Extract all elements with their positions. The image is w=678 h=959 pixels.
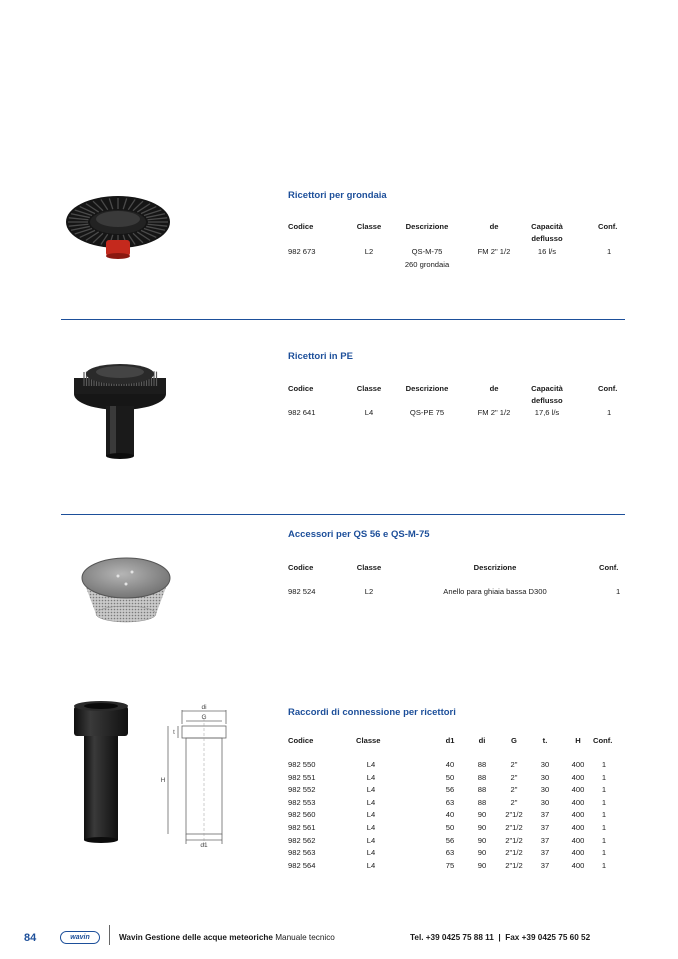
- label-di: di: [201, 704, 207, 711]
- cell-t: 37: [540, 848, 550, 858]
- cell-classe: L4: [366, 835, 376, 845]
- cell-codice: 982 550: [288, 760, 316, 769]
- cell-g: 2"1/2: [505, 860, 523, 870]
- cell-descrizione: QS-PE 75: [409, 408, 445, 417]
- cell-classe: L2: [364, 247, 374, 256]
- cell-di: 88: [477, 797, 487, 807]
- cell-d1: 63: [445, 797, 455, 807]
- cell-g: 2": [510, 785, 518, 795]
- cell-conf: 1: [601, 810, 607, 820]
- cell-di: 88: [477, 760, 487, 769]
- cell-g: 2": [510, 760, 518, 769]
- section-title: Ricettori in PE: [288, 351, 353, 362]
- col-header-g: G: [511, 736, 517, 745]
- connector-technical-drawing: [152, 702, 242, 850]
- cell-h: 400: [571, 848, 585, 858]
- page-footer: [0, 930, 678, 946]
- footer-contact: Tel. +39 0425 75 88 11 | Fax +39 0425 75 60 52: [410, 933, 591, 942]
- col-header-conf: Conf.: [593, 736, 613, 745]
- footer-title-regular: Manuale tecnico: [275, 933, 335, 942]
- cell-conf: 1: [607, 247, 612, 256]
- cell-h: 400: [571, 797, 585, 807]
- cell-d1: 40: [445, 760, 455, 769]
- gravel-ring-image: [74, 548, 178, 628]
- cell-capacita: 17,6 l/s: [534, 408, 560, 417]
- col-header-descrizione: Descrizione: [405, 222, 449, 231]
- cell-di: 90: [477, 823, 487, 832]
- cell-classe: L4: [366, 772, 376, 782]
- cell-conf: 1: [601, 835, 607, 845]
- section-divider: [61, 514, 625, 515]
- cell-classe: L4: [366, 760, 376, 769]
- wavin-logo: wavin: [60, 931, 100, 944]
- cell-conf: 1: [607, 408, 612, 417]
- cell-d1: 50: [445, 823, 455, 832]
- cell-di: 88: [477, 772, 487, 782]
- connector-pipe-image: [70, 700, 134, 844]
- cell-t: 30: [540, 772, 550, 782]
- cell-d1: 75: [445, 860, 455, 870]
- cell-codice: 982 641: [288, 408, 316, 417]
- cell-conf: 1: [601, 772, 607, 782]
- cell-t: 30: [540, 760, 550, 769]
- col-header-codice: Codice: [288, 222, 314, 231]
- col-header-classe: Classe: [356, 384, 382, 393]
- cell-t: 37: [540, 860, 550, 870]
- cell-codice: 982 564: [288, 860, 316, 870]
- cell-conf: 1: [601, 760, 607, 769]
- col-header-descrizione: Descrizione: [405, 384, 449, 393]
- cell-conf: 1: [616, 587, 621, 596]
- cell-classe: L4: [366, 823, 376, 832]
- section-title: Raccordi di connessione per ricettori: [288, 707, 456, 718]
- cell-h: 400: [571, 835, 585, 845]
- cell-conf: 1: [601, 797, 607, 807]
- cell-h: 400: [571, 785, 585, 795]
- cell-g: 2"1/2: [505, 823, 523, 832]
- col-header-codice: Codice: [288, 736, 314, 745]
- col-header-capacita: Capacità deflusso: [531, 222, 563, 243]
- cell-h: 400: [571, 823, 585, 832]
- pe-receptor-image: [70, 336, 170, 462]
- cell-classe: L4: [366, 860, 376, 870]
- cell-classe: L4: [366, 848, 376, 858]
- col-header-classe: Classe: [356, 563, 382, 572]
- col-header-conf: Conf.: [599, 563, 619, 572]
- label-g: G: [201, 714, 207, 721]
- cell-codice: 982 560: [288, 810, 316, 820]
- cell-g: 2": [510, 772, 518, 782]
- col-header-de: de: [489, 384, 499, 393]
- cell-d1: 56: [445, 785, 455, 795]
- footer-title: [119, 933, 335, 942]
- section-title: Ricettori per grondaia: [288, 190, 387, 201]
- col-header-classe: Classe: [356, 222, 382, 231]
- cell-classe: L4: [366, 810, 376, 820]
- cell-conf: 1: [601, 848, 607, 858]
- cell-t: 30: [540, 797, 550, 807]
- cell-codice: 982 561: [288, 823, 316, 832]
- label-t: t: [173, 730, 175, 736]
- cell-classe: L4: [366, 785, 376, 795]
- col-header-h: H: [575, 736, 581, 745]
- cell-de: FM 2" 1/2: [477, 247, 511, 256]
- cell-t: 30: [540, 785, 550, 795]
- cell-g: 2"1/2: [505, 848, 523, 858]
- cell-t: 37: [540, 823, 550, 832]
- cell-codice: 982 524: [288, 587, 316, 596]
- cell-di: 90: [477, 848, 487, 858]
- cell-t: 37: [540, 835, 550, 845]
- col-header-descrizione: Descrizione: [473, 563, 517, 572]
- cell-descrizione: QS-M-75 260 grondaia: [404, 247, 450, 269]
- col-header-di: di: [478, 736, 486, 745]
- col-header-conf: Conf.: [598, 222, 618, 231]
- cell-d1: 56: [445, 835, 455, 845]
- cell-h: 400: [571, 772, 585, 782]
- cell-g: 2"1/2: [505, 835, 523, 845]
- col-header-d1: d1: [445, 736, 455, 745]
- section-title: Accessori per QS 56 e QS-M-75: [288, 529, 430, 540]
- cell-codice: 982 563: [288, 848, 316, 858]
- section-divider: [61, 319, 625, 320]
- cell-h: 400: [571, 760, 585, 769]
- cell-t: 37: [540, 810, 550, 820]
- cell-di: 90: [477, 835, 487, 845]
- cell-di: 90: [477, 810, 487, 820]
- cell-conf: 1: [601, 860, 607, 870]
- cell-di: 90: [477, 860, 487, 870]
- gutter-receptor-image: [62, 186, 174, 268]
- cell-descrizione: Anello para ghiaia bassa D300: [443, 587, 547, 596]
- col-header-codice: Codice: [288, 384, 314, 393]
- cell-codice: 982 552: [288, 785, 316, 795]
- label-h: H: [160, 777, 166, 784]
- cell-h: 400: [571, 860, 585, 870]
- cell-codice: 982 553: [288, 797, 316, 807]
- cell-d1: 63: [445, 848, 455, 858]
- col-header-codice: Codice: [288, 563, 314, 572]
- col-header-t: t.: [542, 736, 548, 745]
- cell-classe: L4: [366, 797, 376, 807]
- cell-conf: 1: [601, 823, 607, 832]
- cell-conf: 1: [601, 785, 607, 795]
- cell-di: 88: [477, 785, 487, 795]
- cell-g: 2": [510, 797, 518, 807]
- col-header-de: de: [489, 222, 499, 231]
- cell-g: 2"1/2: [505, 810, 523, 820]
- cell-de: FM 2" 1/2: [477, 408, 511, 417]
- cell-classe: L2: [364, 587, 374, 596]
- col-header-conf: Conf.: [598, 384, 618, 393]
- cell-codice: 982 551: [288, 772, 316, 782]
- cell-h: 400: [571, 810, 585, 820]
- footer-title-bold: Wavin Gestione delle acque meteoriche: [119, 933, 273, 942]
- cell-d1: 40: [445, 810, 455, 820]
- cell-codice: 982 562: [288, 835, 316, 845]
- cell-d1: 50: [445, 772, 455, 782]
- col-header-capacita: Capacità deflusso: [531, 384, 563, 405]
- page-number: 84: [24, 932, 37, 944]
- cell-classe: L4: [364, 408, 374, 417]
- cell-codice: 982 673: [288, 247, 316, 256]
- label-d1: d1: [200, 842, 208, 849]
- footer-separator: [109, 925, 110, 945]
- col-header-classe: Classe: [356, 736, 381, 745]
- cell-capacita: 16 l/s: [537, 247, 557, 256]
